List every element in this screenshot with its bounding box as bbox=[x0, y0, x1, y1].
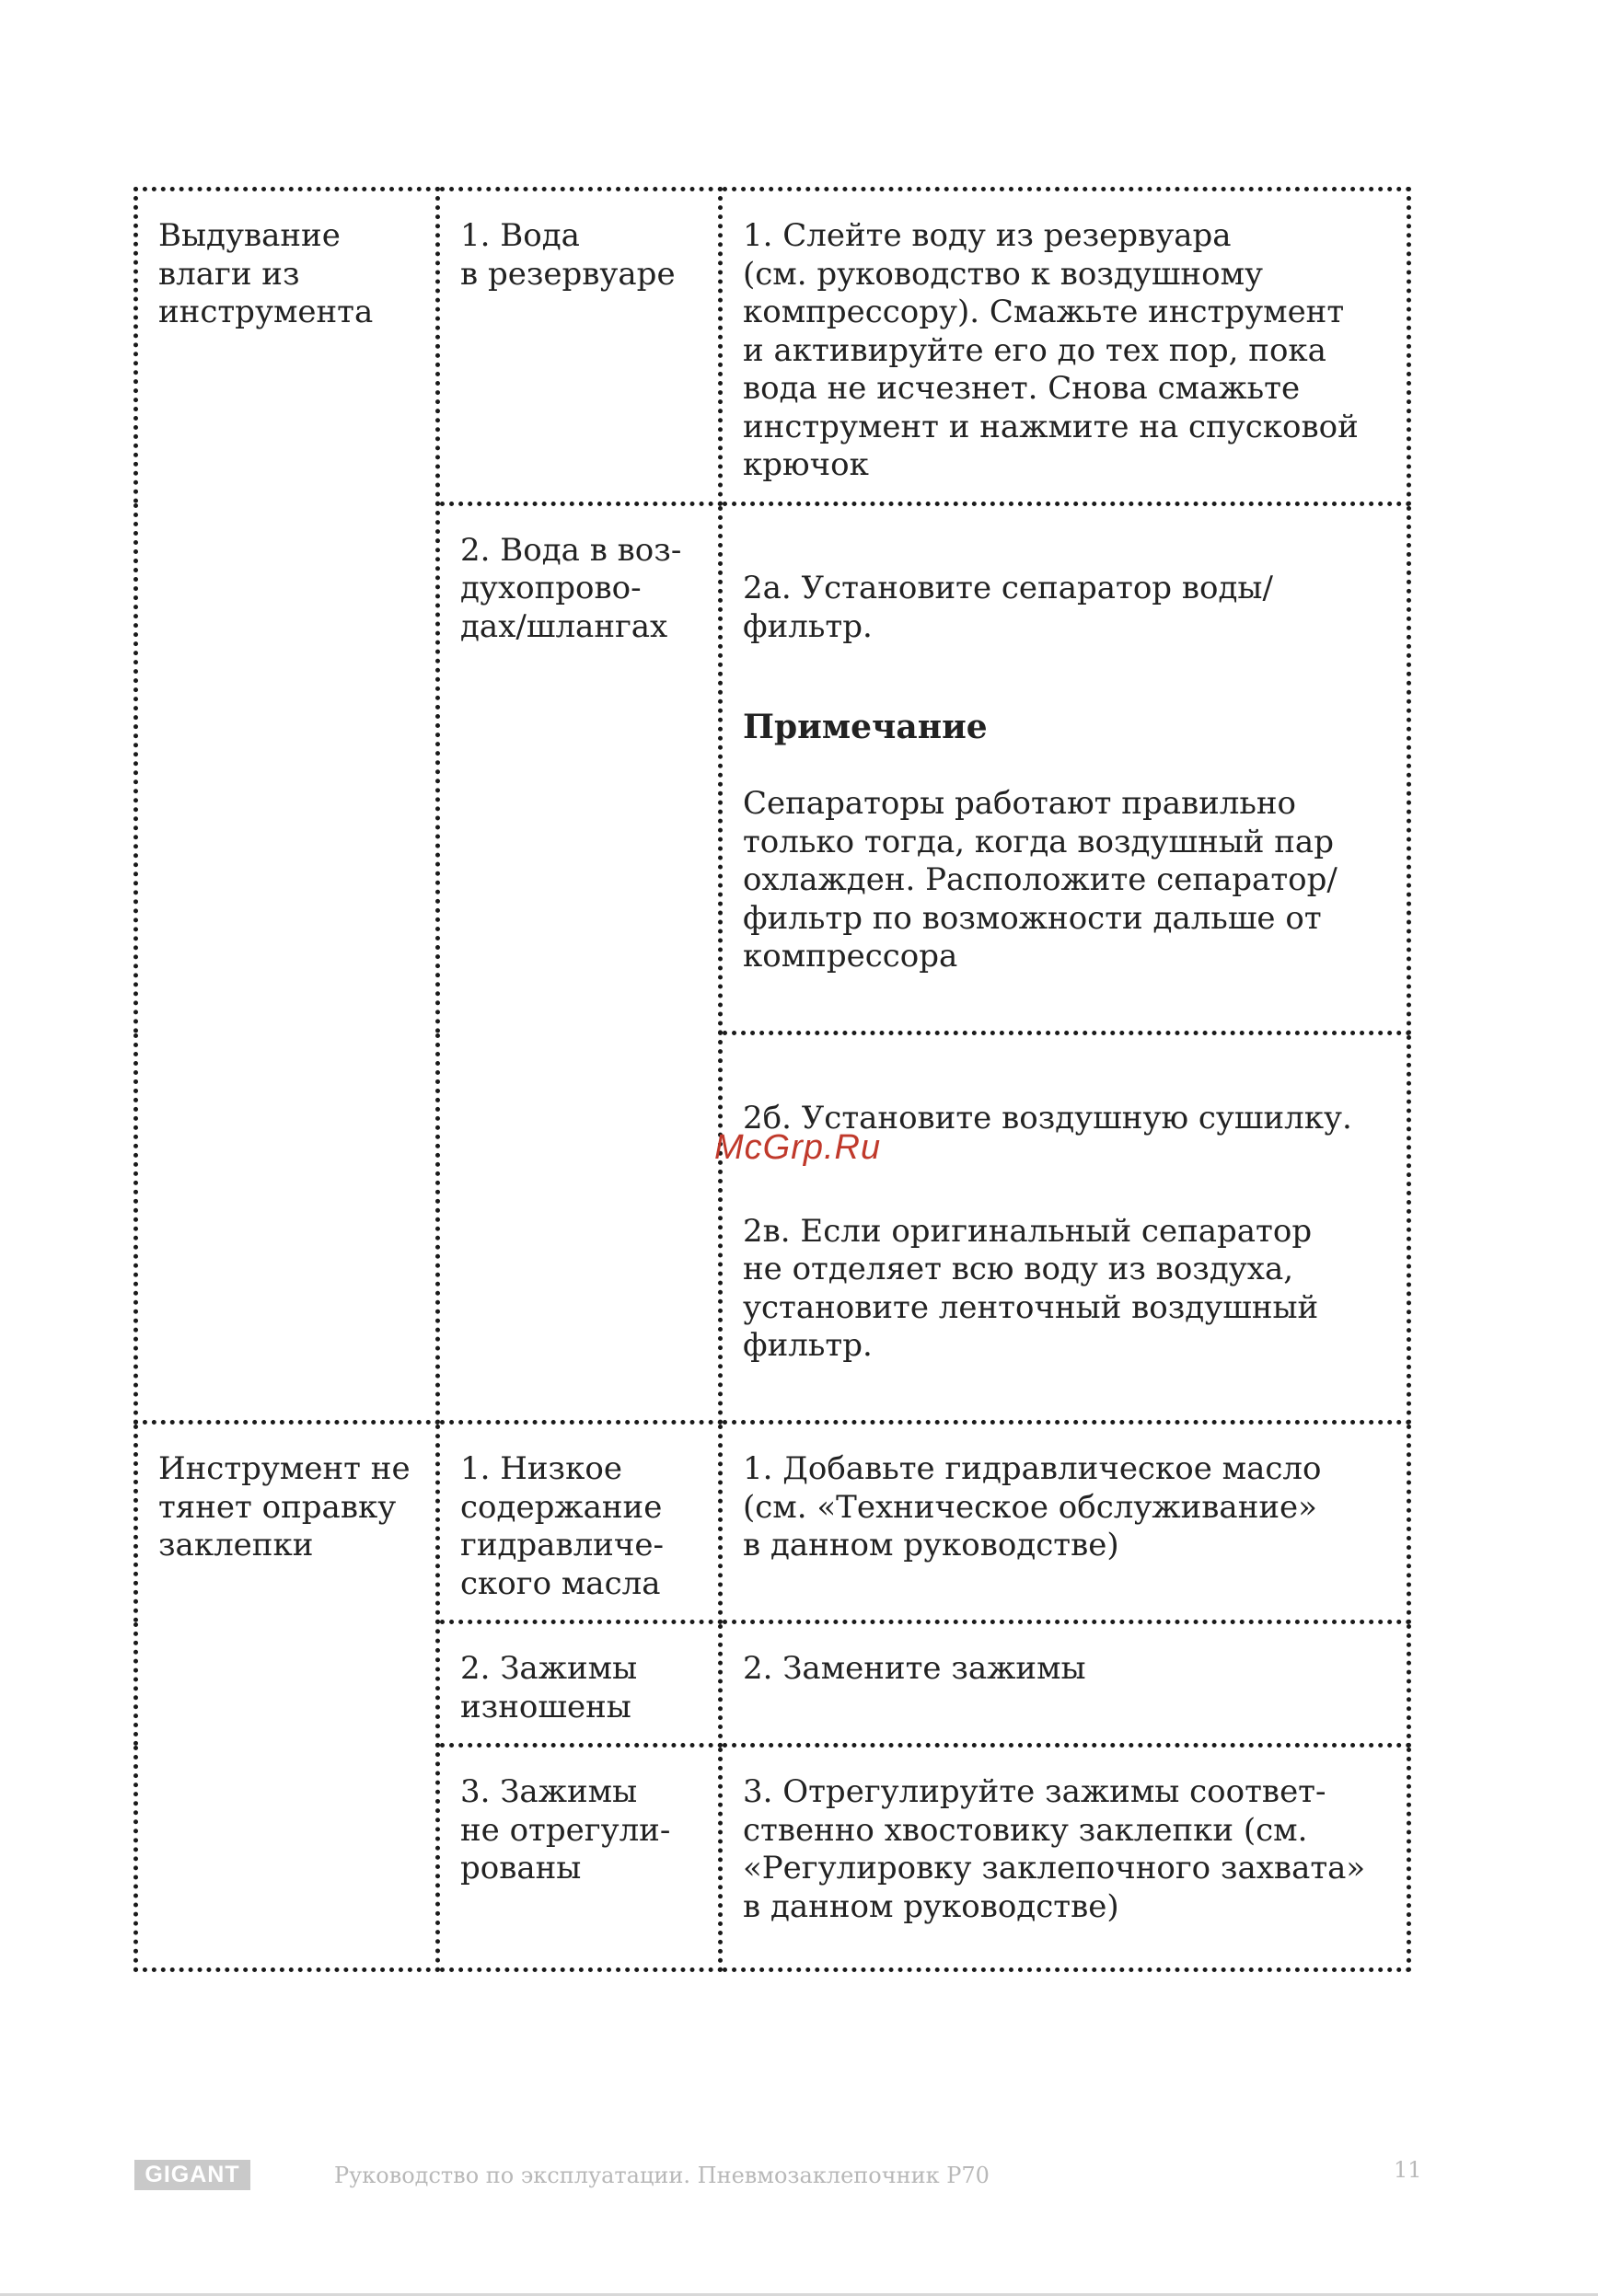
page-number: 11 bbox=[1394, 2157, 1422, 2183]
solution-cell: 2. Замените зажимы bbox=[721, 1622, 1409, 1746]
solution-cell: 3. Отрегулируйте зажимы соответ- ственно хвостовику заклепки (см. «Регулировку заклепочного захвата» в данном руководстве) bbox=[721, 1746, 1409, 1970]
note-heading: Примечание bbox=[743, 707, 988, 746]
solution-text: 2б. Установите воздушную сушилку. bbox=[743, 1099, 1352, 1136]
note-text: Сепараторы работают правильно только тогда, когда воздушный пар охлажден. Расположите сепаратор/ фильтр по возможности дальше от компрессора bbox=[743, 785, 1337, 975]
solution-text: 2а. Установите сепаратор воды/ фильтр. bbox=[743, 570, 1273, 645]
cause-cell: 2. Зажимы изношены bbox=[438, 1622, 721, 1746]
solution-cell: 1. Слейте воду из резервуара (см. руководство к воздушному компрессору). Смажьте инструмент и активируйте его до тех пор, пока вода не исчезнет. Снова смажьте инструмент и нажмите на спусковой крючок bbox=[721, 190, 1409, 504]
solution-cell bbox=[721, 1033, 1409, 1423]
cause-cell: 1. Низкое содержание гидравличе- ского масла bbox=[438, 1423, 721, 1622]
table-row bbox=[136, 190, 1409, 504]
footer-title: Руководство по эксплуатации. Пневмозаклепочник P70 bbox=[334, 2163, 990, 2188]
cause-cell: 3. Зажимы не отрегули- рованы bbox=[438, 1746, 721, 1970]
solution-cell: 1. Добавьте гидравлическое масло (см. «Техническое обслуживание» в данном руководстве) bbox=[721, 1423, 1409, 1622]
symptom-cell: Выдувание влаги из инструмента bbox=[136, 190, 438, 1423]
watermark: McGrp.Ru bbox=[714, 1128, 882, 1167]
brand-logo: GIGANT bbox=[134, 2160, 250, 2190]
cause-cell: 1. Вода в резервуаре bbox=[438, 190, 721, 504]
solution-text-extra: 2в. Если оригинальный сепаратор не отделяет всю воду из воздуха, установите ленточный воздушный фильтр. bbox=[743, 1212, 1319, 1364]
table-row bbox=[136, 1423, 1409, 1622]
symptom-cell: Инструмент не тянет оправку заклепки bbox=[136, 1423, 438, 1970]
cause-cell: 2. Вода в воз- духопрово- дах/шлангах bbox=[438, 503, 721, 1423]
solution-cell bbox=[721, 503, 1409, 1033]
troubleshooting-table bbox=[133, 187, 1411, 1972]
page-footer bbox=[0, 2153, 1598, 2209]
